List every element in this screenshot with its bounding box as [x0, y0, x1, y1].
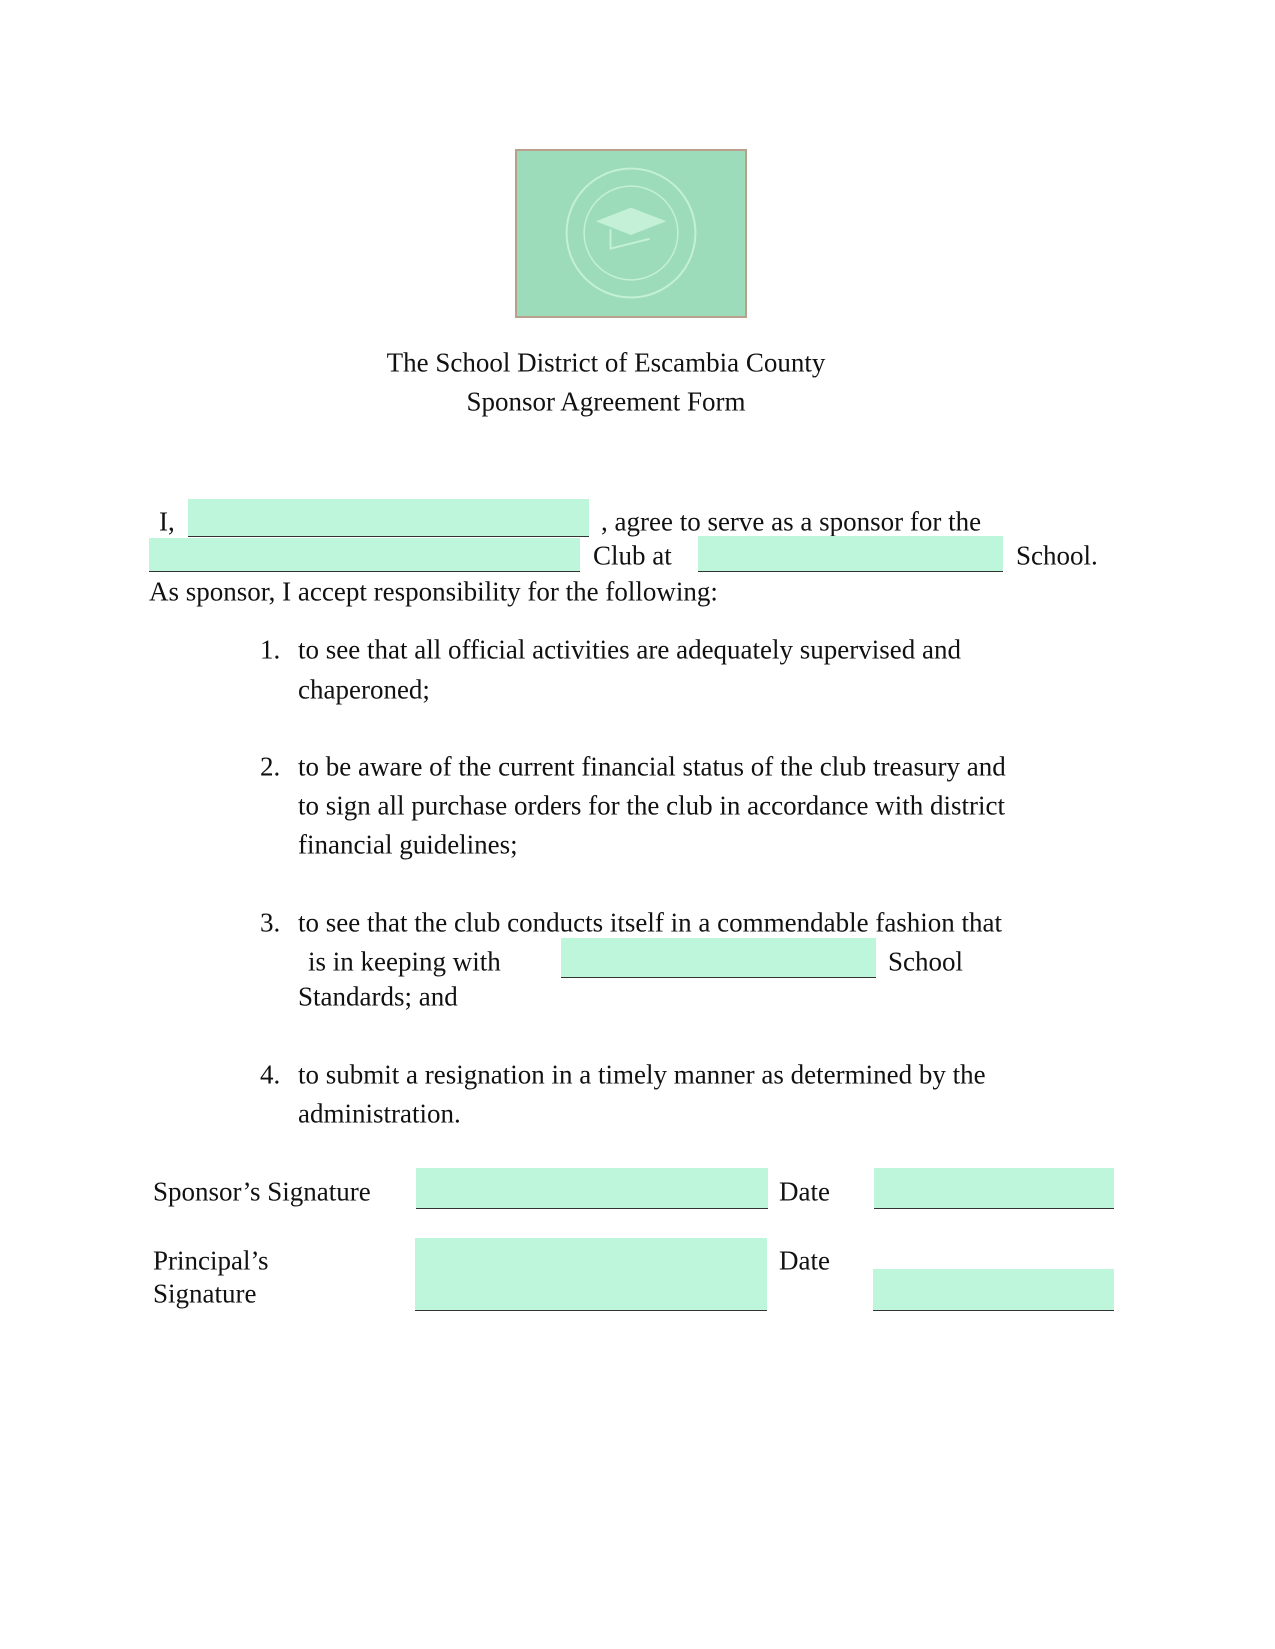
principal-signature-field[interactable]	[415, 1238, 767, 1311]
sponsor-date-label: Date	[779, 1176, 830, 1207]
item-text: School	[888, 946, 964, 977]
school-name-field[interactable]	[698, 536, 1003, 572]
item-number: 2.	[260, 751, 281, 782]
form-title: Sponsor Agreement Form	[466, 386, 746, 417]
district-name: The School District of Escambia County	[386, 347, 826, 378]
item-number: 3.	[260, 907, 281, 938]
school-standards-field[interactable]	[561, 938, 876, 978]
item-number: 4.	[260, 1059, 281, 1090]
item-text: chaperoned;	[298, 674, 430, 705]
item-text: to be aware of the current financial status of the club treasury and	[298, 751, 1006, 782]
intro-school: School.	[1016, 540, 1098, 571]
sponsor-signature-field[interactable]	[416, 1168, 768, 1209]
principal-signature-label: Principal’s	[153, 1245, 269, 1276]
item-text: financial guidelines;	[298, 829, 518, 860]
item-number: 1.	[260, 634, 281, 665]
item-text: to submit a resignation in a timely manner as determined by the	[298, 1059, 986, 1090]
item-text: to see that the club conducts itself in a commendable fashion that	[298, 907, 1003, 938]
district-seal-logo	[515, 149, 747, 318]
sponsor-date-field[interactable]	[874, 1168, 1114, 1209]
principal-date-field[interactable]	[873, 1269, 1114, 1311]
item-text: is in keeping with	[308, 946, 501, 977]
club-name-field[interactable]	[149, 538, 580, 572]
item-text: Standards; and	[298, 981, 458, 1012]
principal-date-label: Date	[779, 1245, 830, 1276]
item-text: administration.	[298, 1098, 461, 1129]
principal-signature-label-2: Signature	[153, 1278, 257, 1309]
intro-i: I,	[159, 506, 175, 537]
sponsor-name-field[interactable]	[188, 499, 589, 537]
item-text: to sign all purchase orders for the club in accordance with district	[298, 790, 1006, 821]
item-text: to see that all official activities are adequately supervised and	[298, 634, 961, 665]
intro-accept: As sponsor, I accept responsibility for the following:	[149, 576, 718, 607]
sponsor-signature-label: Sponsor’s Signature	[153, 1176, 371, 1207]
intro-club-at: Club at	[593, 540, 672, 571]
intro-agree: , agree to serve as a sponsor for the	[601, 506, 982, 537]
